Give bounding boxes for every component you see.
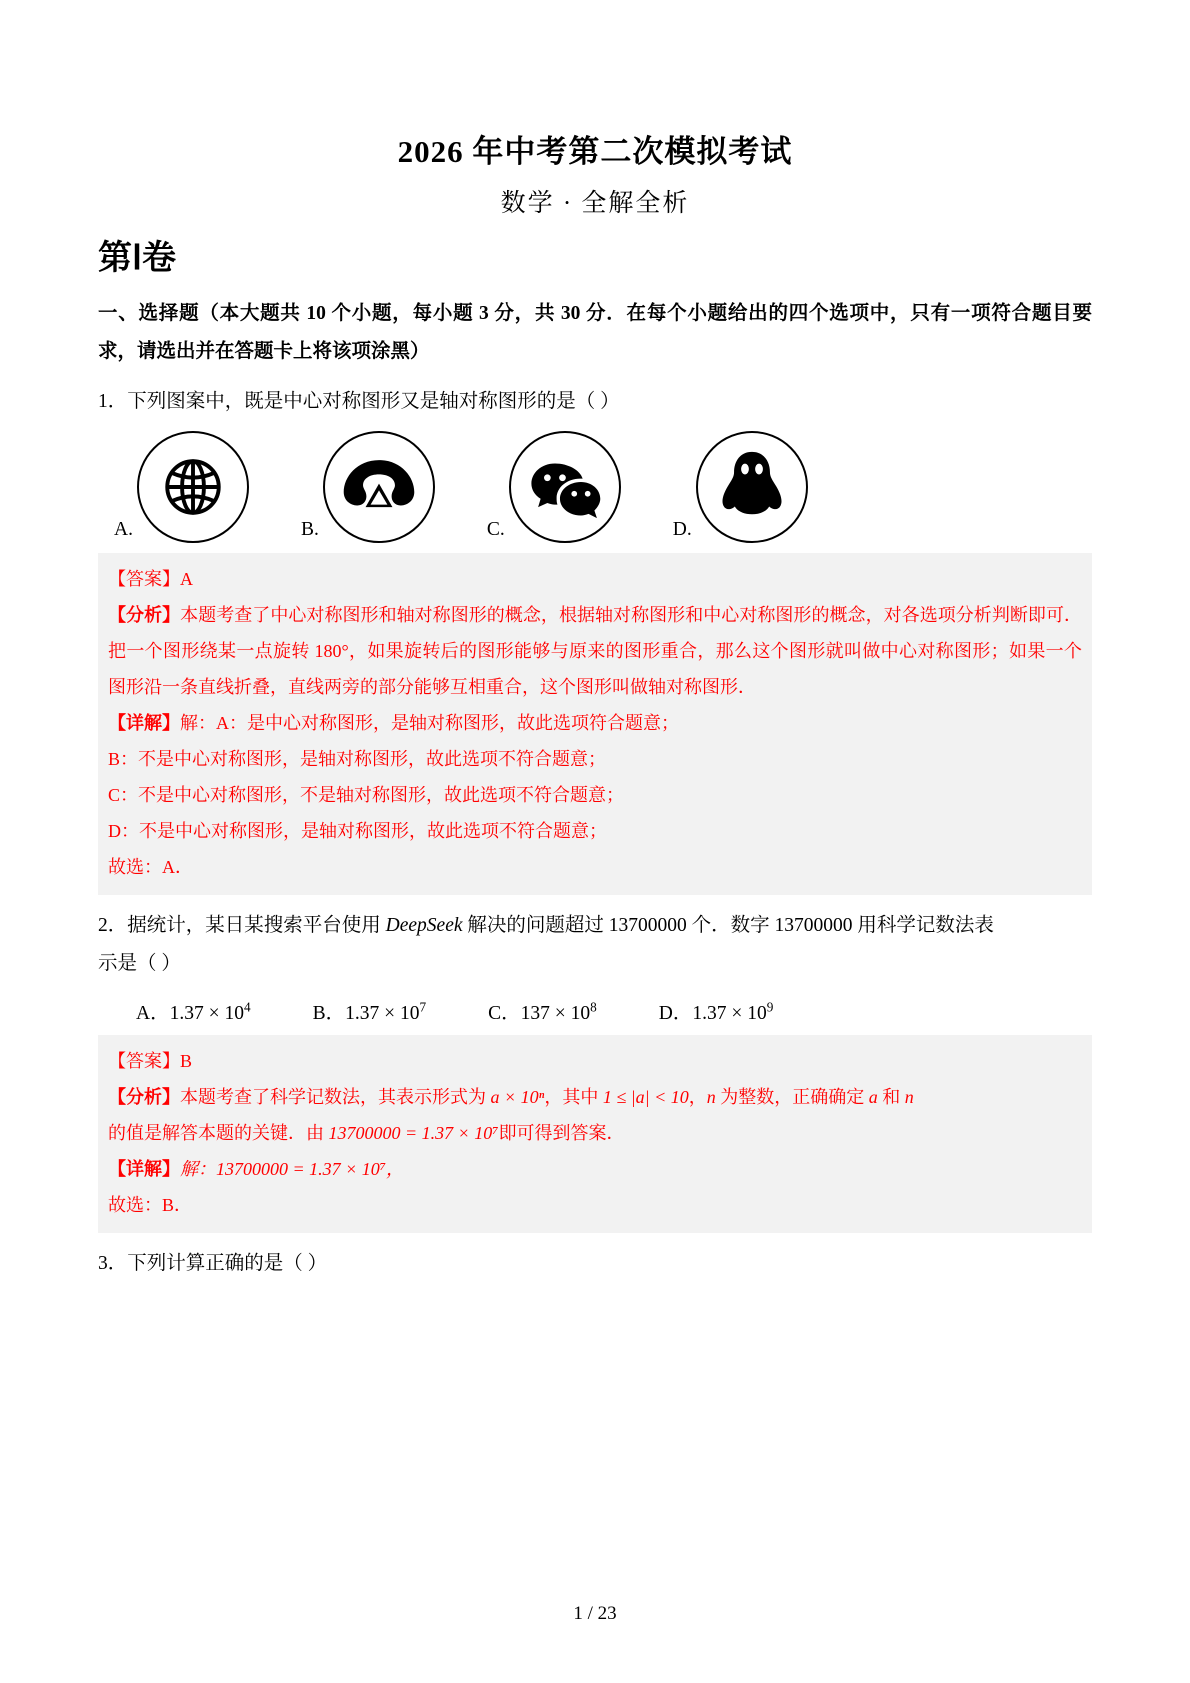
option-b-letter: B.: [300, 519, 319, 541]
question-2-detail: 【详解】解：13700000 = 1.37 × 10⁷，: [108, 1159, 405, 1180]
question-2-stem: 2．据统计，某日某搜索平台使用 DeepSeek 解决的问题超过 13700000 个．数字 13700000 用科学记数法表: [98, 915, 994, 937]
telephone-icon: [323, 431, 435, 543]
choice-a: A．$1.37 \times 10^4$: [136, 999, 251, 1025]
globe-icon: [137, 431, 249, 543]
page-number: 1 / 23: [573, 1603, 617, 1624]
question-1-stem: 1．下列图案中，既是中心对称图形又是轴对称图形的是（ ）: [98, 391, 620, 413]
question-1-detail: 【详解】解：A：是中心对称图形，是轴对称图形，故此选项符合题意；: [108, 713, 679, 734]
question-1-detail-line: D：不是中心对称图形，是轴对称图形，故此选项不符合题意；: [108, 821, 607, 842]
option-d: [673, 431, 808, 543]
qq-penguin-icon: [696, 431, 808, 543]
option-a-letter: A.: [114, 519, 133, 541]
option-c: [487, 431, 621, 543]
question-2-answer: 【答案】B: [108, 1051, 193, 1072]
question-2-analysis: 【分析】本题考查了科学记数法，其表示形式为 a × 10ⁿ，其中 1 ≤ |a| < 10，n 为整数，正确确定 a 和 n: [108, 1087, 914, 1108]
option-b: [301, 431, 435, 543]
page-subtitle: 数学 · 全解全析: [500, 190, 690, 218]
question-1-answer-block: [98, 553, 1092, 895]
question-1-options: [98, 431, 1092, 543]
choice-d: D．$1.37 \times 10^9$: [658, 999, 774, 1025]
question-1-detail-line: C：不是中心对称图形，不是轴对称图形，故此选项不符合题意；: [108, 785, 625, 806]
question-2-stem-line2: 示是（ ）: [98, 953, 181, 975]
choice-b: B．$1.37 \times 10^7$: [312, 999, 427, 1025]
question-2-analysis-line2: 的值是解答本题的关键．由 13700000 = 1.37 × 10⁷即可得到答案．: [108, 1123, 625, 1144]
question-2-answer-block: [98, 1035, 1092, 1233]
question-1-answer: 【答案】A: [108, 569, 193, 590]
question-2-choices: [98, 997, 1092, 1025]
question-2-conclusion: 故选：B．: [108, 1195, 193, 1216]
choice-c: C．$137 \times 10^8$: [488, 999, 597, 1025]
option-c-letter: C.: [486, 519, 505, 541]
option-a: [114, 431, 249, 543]
question-1-conclusion: 故选：A．: [108, 857, 193, 878]
section-heading: 一、选择题（本大题共 10 个小题，每小题 3 分，共 30 分．在每个小题给出的四个选项中，只有一项符合题目要求，请选出并在答题卡上将该项涂黑）: [98, 302, 1092, 362]
question-1-detail-line: B：不是中心对称图形，是轴对称图形，故此选项不符合题意；: [108, 749, 607, 770]
wechat-icon: [509, 431, 621, 543]
question-1-analysis: 【分析】本题考查了中心对称图形和轴对称图形的概念，根据轴对称图形和中心对称图形的概念，对各选项分析判断即可．把一个图形绕某一点旋转 180°，如果旋转后的图形能够与原来的图形重合，那么这个图形就叫做中心对称图形；如果一个图形沿一条直线折叠，直线两旁的部分能够互相重合，这个图形叫做轴对称图形．: [108, 605, 1082, 698]
question-3-stem: 3．下列计算正确的是（ ）: [98, 1253, 328, 1275]
volume-heading: 第Ⅰ卷: [98, 239, 177, 277]
page-title: 2026 年中考第二次模拟考试: [397, 134, 793, 169]
option-d-letter: D.: [672, 519, 692, 541]
